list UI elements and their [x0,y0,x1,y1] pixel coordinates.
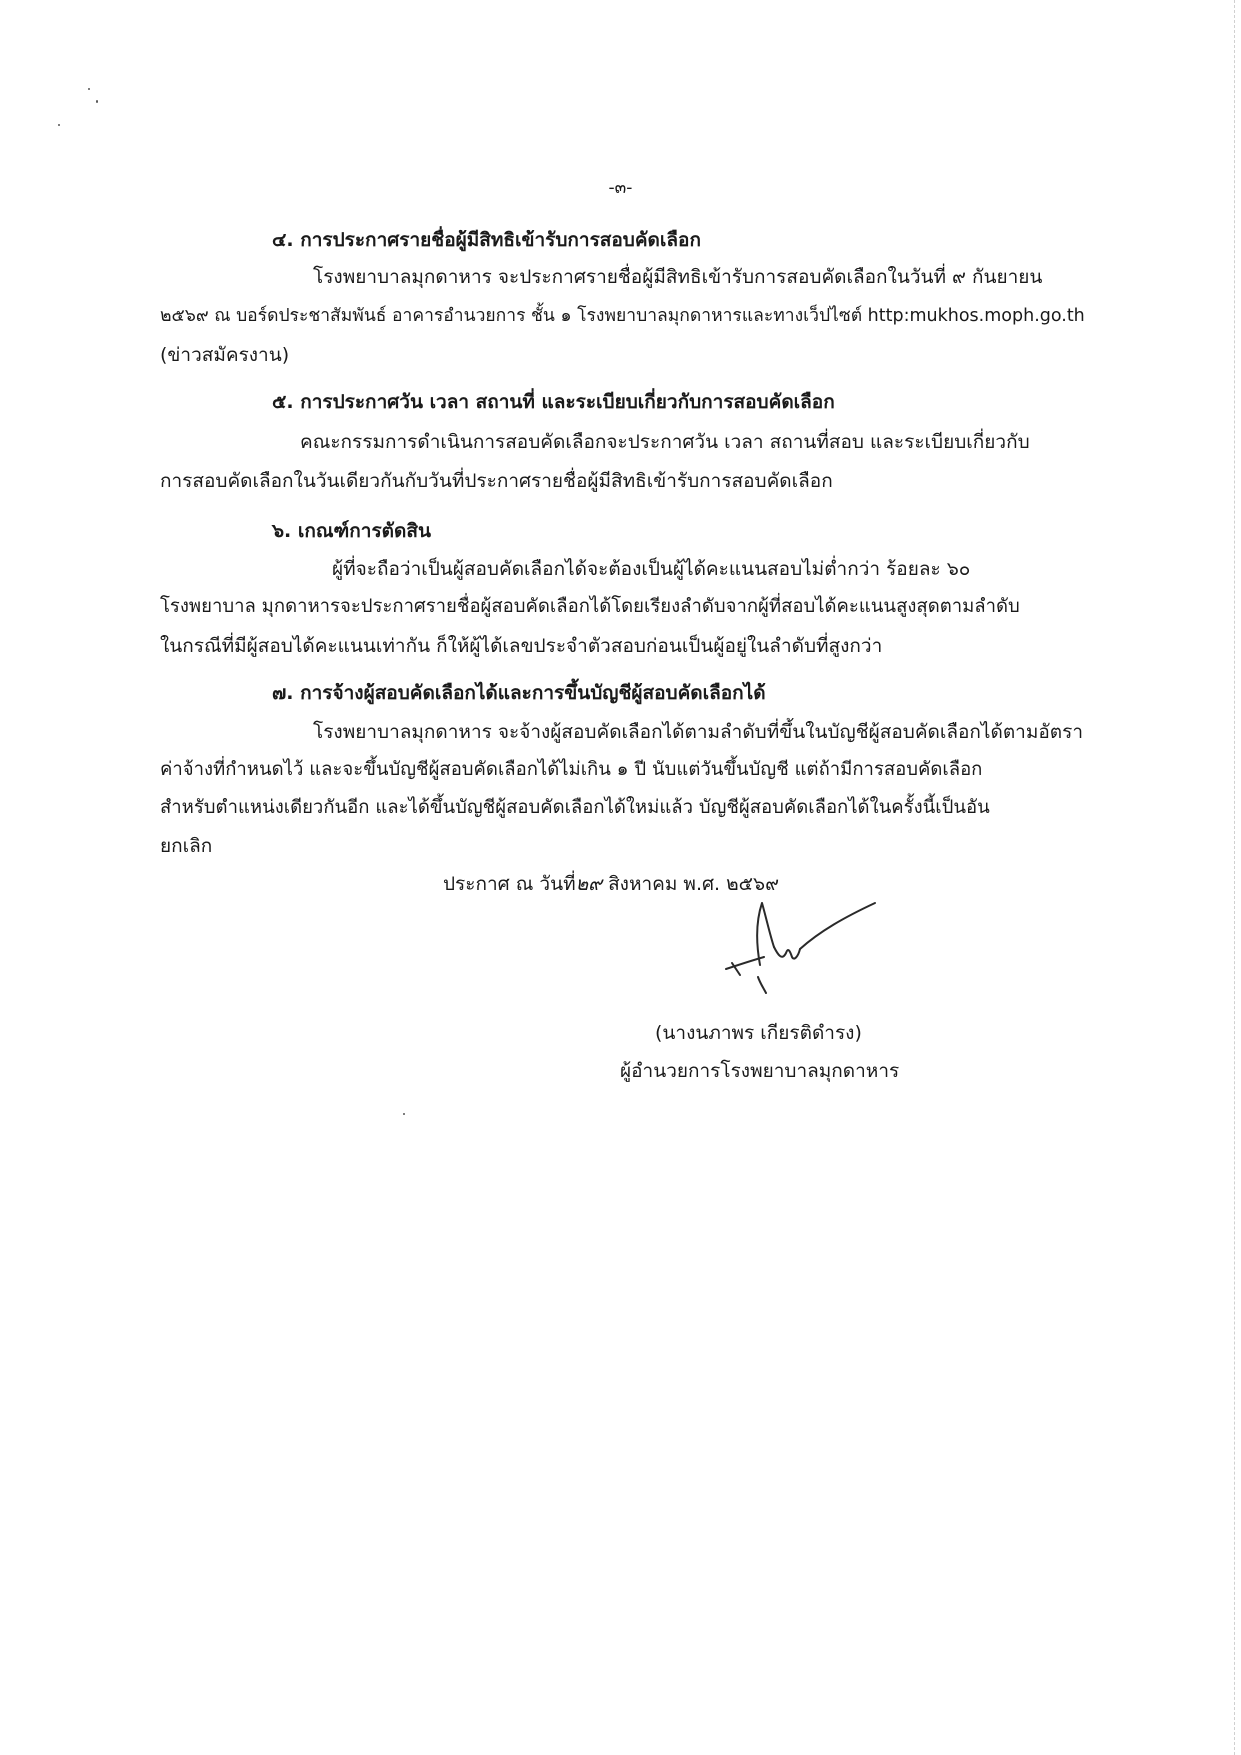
page-number: -๓- [608,178,633,198]
section-4-line: (ข่าวสมัครงาน) [160,344,290,366]
signatory-name: (นางนภาพร เกียรติดำรง) [655,1022,862,1044]
section-4-line: ๒๕๖๙ ณ บอร์ดประชาสัมพันธ์ อาคารอำนวยการ ชั้น ๑ โรงพยาบาลมุกดาหารและทางเว็ปไซต์ http:mukhos.moph.go.th [160,306,1085,326]
section-7-line: ค่าจ้างที่กำหนดไว้ และจะขึ้นบัญชีผู้สอบคัดเลือกได้ไม่เกิน ๑ ปี นับแต่วันขึ้นบัญชี แต่ถ้ามีการสอบคัดเลือก [160,759,983,780]
announcement-date [443,871,779,897]
scan-speck [403,1113,405,1115]
section-7-heading: ๗. การจ้างผู้สอบคัดเลือกได้และการขึ้นบัญชีผู้สอบคัดเลือกได้ [272,682,766,704]
scan-speck [96,100,98,103]
scan-speck [58,124,60,126]
signatory-position: ผู้อำนวยการโรงพยาบาลมุกดาหาร [620,1060,900,1082]
section-6-heading: ๖. เกณฑ์การตัดสิน [272,520,431,542]
announcement-day: ๒๙ [575,873,603,895]
announcement-rest: สิงหาคม พ.ศ. ๒๕๖๙ [602,873,780,895]
section-4-heading: ๔. การประกาศรายชื่อผู้มีสิทธิเข้ารับการสอบคัดเลือก [272,229,701,251]
section-6-line: โรงพยาบาล มุกดาหารจะประกาศรายชื่อผู้สอบคัดเลือกได้โดยเรียงลำดับจากผู้ที่สอบได้คะแนนสูงสุดตามลำดับ [160,596,1020,617]
section-7-line: ยกเลิก [160,835,213,857]
announcement-prefix: ประกาศ ณ วันที่ [443,873,576,895]
scan-edge [1234,0,1241,1755]
section-4-line: โรงพยาบาลมุกดาหาร จะประกาศรายชื่อผู้มีสิทธิเข้ารับการสอบคัดเลือกในวันที่ ๙ กันยายน [313,266,1043,288]
signature-mark [720,895,880,1000]
section-5-line: คณะกรรมการดำเนินการสอบคัดเลือกจะประกาศวัน เวลา สถานที่สอบ และระเบียบเกี่ยวกับ [300,431,1030,453]
section-5-line: การสอบคัดเลือกในวันเดียวกันกับวันที่ประกาศรายชื่อผู้มีสิทธิเข้ารับการสอบคัดเลือก [160,470,833,492]
section-5-heading: ๕. การประกาศวัน เวลา สถานที่ และระเบียบเกี่ยวกับการสอบคัดเลือก [272,391,835,413]
section-7-line: สำหรับตำแหน่งเดียวกันอีก และได้ขึ้นบัญชีผู้สอบคัดเลือกได้ใหม่แล้ว บัญชีผู้สอบคัดเลือกได้ในครั้งนี้เป็นอัน [160,797,990,818]
scan-speck [88,88,90,90]
section-6-line: ในกรณีที่มีผู้สอบได้คะแนนเท่ากัน ก็ให้ผู้ได้เลขประจำตัวสอบก่อนเป็นผู้อยู่ในลำดับที่สูงกว่า [160,635,883,657]
section-6-line: ผู้ที่จะถือว่าเป็นผู้สอบคัดเลือกได้จะต้องเป็นผู้ได้คะแนนสอบไม่ต่ำกว่า ร้อยละ ๖๐ [332,558,971,580]
section-7-line: โรงพยาบาลมุกดาหาร จะจ้างผู้สอบคัดเลือกได้ตามลำดับที่ขึ้นในบัญชีผู้สอบคัดเลือกได้ตามอัตรา [313,721,1083,743]
